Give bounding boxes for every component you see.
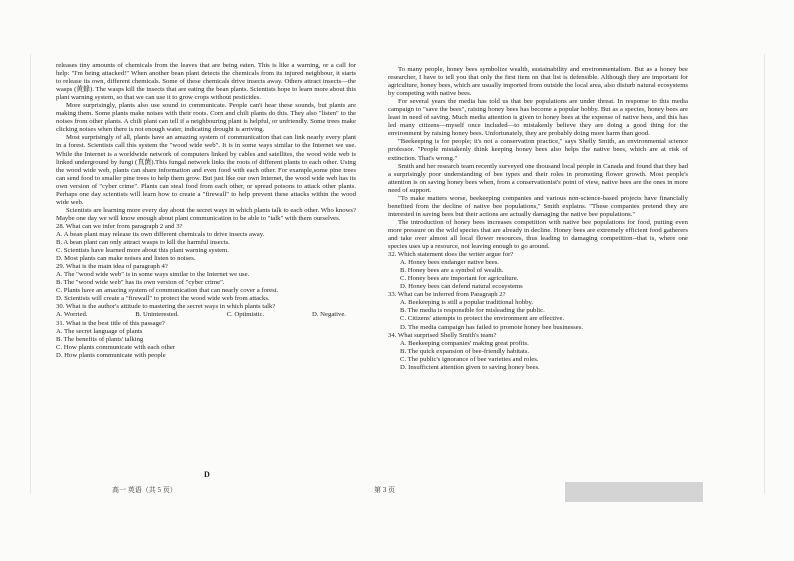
- q30-option-a: A. Worried.: [56, 311, 88, 319]
- passage-d-paragraph-2: For several years the media has told us that bee populations are under threat. In response to this media campaign to "save the bees", raising honey bees has become a popular hobby. But as a species, honey bees are least in need of saving. Much media attention is given to honey bees at the expense of native bees, and this has led many citizens—myself once included—to mistakenly believe they are doing a good thing for the environment by raising honey bees. Unfortunately, they are probably doing more harm than good.: [388, 98, 688, 138]
- q28-option-a: A. A bean plant may release its own different chemicals to drive insects away.: [56, 230, 265, 238]
- q29-option-a: A. The "wood wide web" is in some ways similar to the Internet we use.: [56, 271, 250, 279]
- question-31: 31. What is the best title of this passage?: [56, 319, 165, 327]
- q33-option-b: B. The media is responsible for misleading the public.: [400, 307, 545, 315]
- q30-options-row: [56, 311, 356, 319]
- question-28: 28. What can we infer from paragraph 2 and 3?: [56, 222, 183, 230]
- q30-option-d: D. Negative.: [312, 311, 346, 319]
- q34-option-b: B. The quick expansion of bee-friendly habitats.: [400, 347, 530, 355]
- question-30: 30. What is the author's attitude to mastering the secret ways in which plants talk?: [56, 303, 276, 311]
- scan-edge-left: [30, 54, 31, 494]
- passage-d-paragraph-6: The introduction of honey bees increases competition with native bee populations for food, putting even more pressure on the wild species that are already in decline. Honey bees are extremely efficient food gatherers and take over almost all local flower resources, thus leading to damaging competition--that is, where one species uses up a resource, not leaving enough to go around.: [388, 218, 688, 251]
- q34-option-a: A. Beekeeping companies' making great profits.: [400, 339, 529, 347]
- q32-option-d: D. Honey bees can defend natural ecosystems: [400, 283, 523, 291]
- q29-option-b: B. The "wood wide web" has its own version of "cyber crime".: [56, 279, 225, 287]
- q28-option-c: C. Scientists have learned more about this plant warning system.: [56, 247, 229, 255]
- q32-option-b: B. Honey bees are a symbol of wealth.: [400, 267, 504, 275]
- passage-d-paragraph-3: "Beekeeping is for people; it's not a conservation practice," says Shelly Smith, an environmental science professor. "People mistakenly think keeping honey bees also helps the native bees, which are at risk of extinction. That's wrong.": [388, 138, 688, 162]
- question-34: 34. What surprised Shelly Smith's team?: [388, 331, 497, 339]
- q29-option-d: D. Scientists will create a "firewall" to protect the wood wide web from attacks.: [56, 295, 270, 303]
- left-column: [56, 62, 356, 482]
- passage-d-paragraph-4: Smith and her research team recently surveyed one thousand local people in Canada and found that they had a surprisingly poor understanding of bee types and their roles in promoting flower growth. Most people's attention is on saving honey bees when, from a conservationist's point of view, native bees are the ones in more need of support.: [388, 162, 688, 194]
- passage-d-paragraph-1: To many people, honey bees symbolize wealth, sustainability and environmentalism. But as a honey bee researcher, I have to tell you that only the first item on that list is defensible. Although they are important for agriculture, honey bees, which are usually imported from outside the local area, also disturb natural ecosystems by competing with native bees.: [388, 66, 688, 98]
- passage-c-paragraph-2: More surprisingly, plants also use sound to communicate. People can't hear these sounds, but plants are making them. Some plants make noises with their roots. Corn and chili plants do this. They also "listen" to the noises from other plants. A chili plant can tell if a neighbouring plant is helpful, or unfriendly. Some trees make clicking noises when there is not enough water, indicating drought is arriving.: [56, 102, 356, 134]
- passage-c-paragraph-4: Scientists are learning more every day about the secret ways in which plants talk to each other. Who knows? Maybe one day we will know enough about plant communication to be able to "talk" with them ourselves.: [56, 206, 356, 222]
- q31-option-d: D. How plants communicate with people: [56, 351, 166, 359]
- q32-option-a: A. Honey bees endanger native bees.: [400, 259, 499, 267]
- footer-page-number: 第 3 页: [374, 486, 395, 494]
- passage-c-paragraph-3: Most surprisingly of all, plants have an amazing system of communication that can link nearly every plant in a forest. Scientists call this system the "wood wide web". It is in some ways similar to the Internet we use. While the Internet is a worldwide network of computers linked by cables and satellites, the wood wide web is linked underground by fungi (真菌).This fungal network links the roots of different plants to each other. Using the wood wide web, plants can share information and even food with each other. For example,some pine trees can send food to smaller pine trees to help them grow. But just like our own Internet, the wood wide web has its own version of "cyber crime". Plants can steal food from each other, or spread poisons to attack other plants. Perhaps one day scientists will learn how to create a "firewall" to help prevent these attacks within the wood wide web.: [56, 134, 356, 206]
- passage-c-paragraph-1: releases tiny amounts of chemicals from the leaves that are being eaten. This is like a warning, or a call for help: "I'm being attacked!" When another bean plant detects the chemicals from its injured neighbour, it starts to release its own, different chemicals. Some of these chemicals drive insects away. Others attract insects—the wasps (黄蜂). The wasps kill the insects that are eating the bean plants. Scientists hope to learn more about this plant warning system, so that we can use it to grow crops without pesticides.: [56, 62, 356, 102]
- question-29: 29. What is the main idea of paragraph 4?: [56, 263, 168, 271]
- q30-option-c: C. Optimistic.: [226, 311, 265, 319]
- q31-option-a: A. The secret language of plants: [56, 327, 143, 335]
- redaction-box: [565, 482, 703, 502]
- q31-option-c: C. How plants communicate with each other: [56, 343, 176, 351]
- q32-option-c: C. Honey bees are important for agriculture.: [400, 275, 519, 283]
- q30-option-b: B. Uninterested.: [135, 311, 179, 319]
- q28-option-d: D. Most plants can make noises and listen to noises.: [56, 255, 196, 263]
- question-33: 33. What can be inferred from Paragraph 2?: [388, 291, 506, 299]
- q33-option-a: A. Beekeeping is still a popular traditional hobby.: [400, 299, 534, 307]
- scan-edge-right: [764, 54, 765, 494]
- q33-option-c: C. Citizens' attempts to protect the environment are effective.: [400, 315, 565, 323]
- question-32: 32. Which statement does the writer argue for?: [388, 251, 514, 259]
- q33-option-d: D. The media campaign has failed to promote honey bee businesses.: [400, 323, 583, 331]
- right-column: [388, 66, 688, 486]
- q34-option-c: C. The public's ignorance of bee varieties and roles.: [400, 355, 539, 363]
- q29-option-c: C. Plants have an amazing system of communication that can nearly cover a forest.: [56, 287, 279, 295]
- q28-option-b: B. A bean plant can only attract wasps to kill the harmful insects.: [56, 239, 230, 247]
- q31-option-b: B. The benefits of plants' talking: [56, 335, 144, 343]
- section-letter-d: D: [204, 470, 210, 479]
- q34-option-d: D. Insufficient attention given to saving honey bees.: [400, 363, 540, 371]
- passage-d-paragraph-5: "To make matters worse, beekeeping companies and various non-science-based projects have financially benefited from the decline of native bee populations," Smith explains. "These companies pretend they are interested in saving bees but their actions are actually damaging the native bee populations.": [388, 194, 688, 218]
- footer-subject: 高一 英语（共 5 页）: [112, 486, 177, 494]
